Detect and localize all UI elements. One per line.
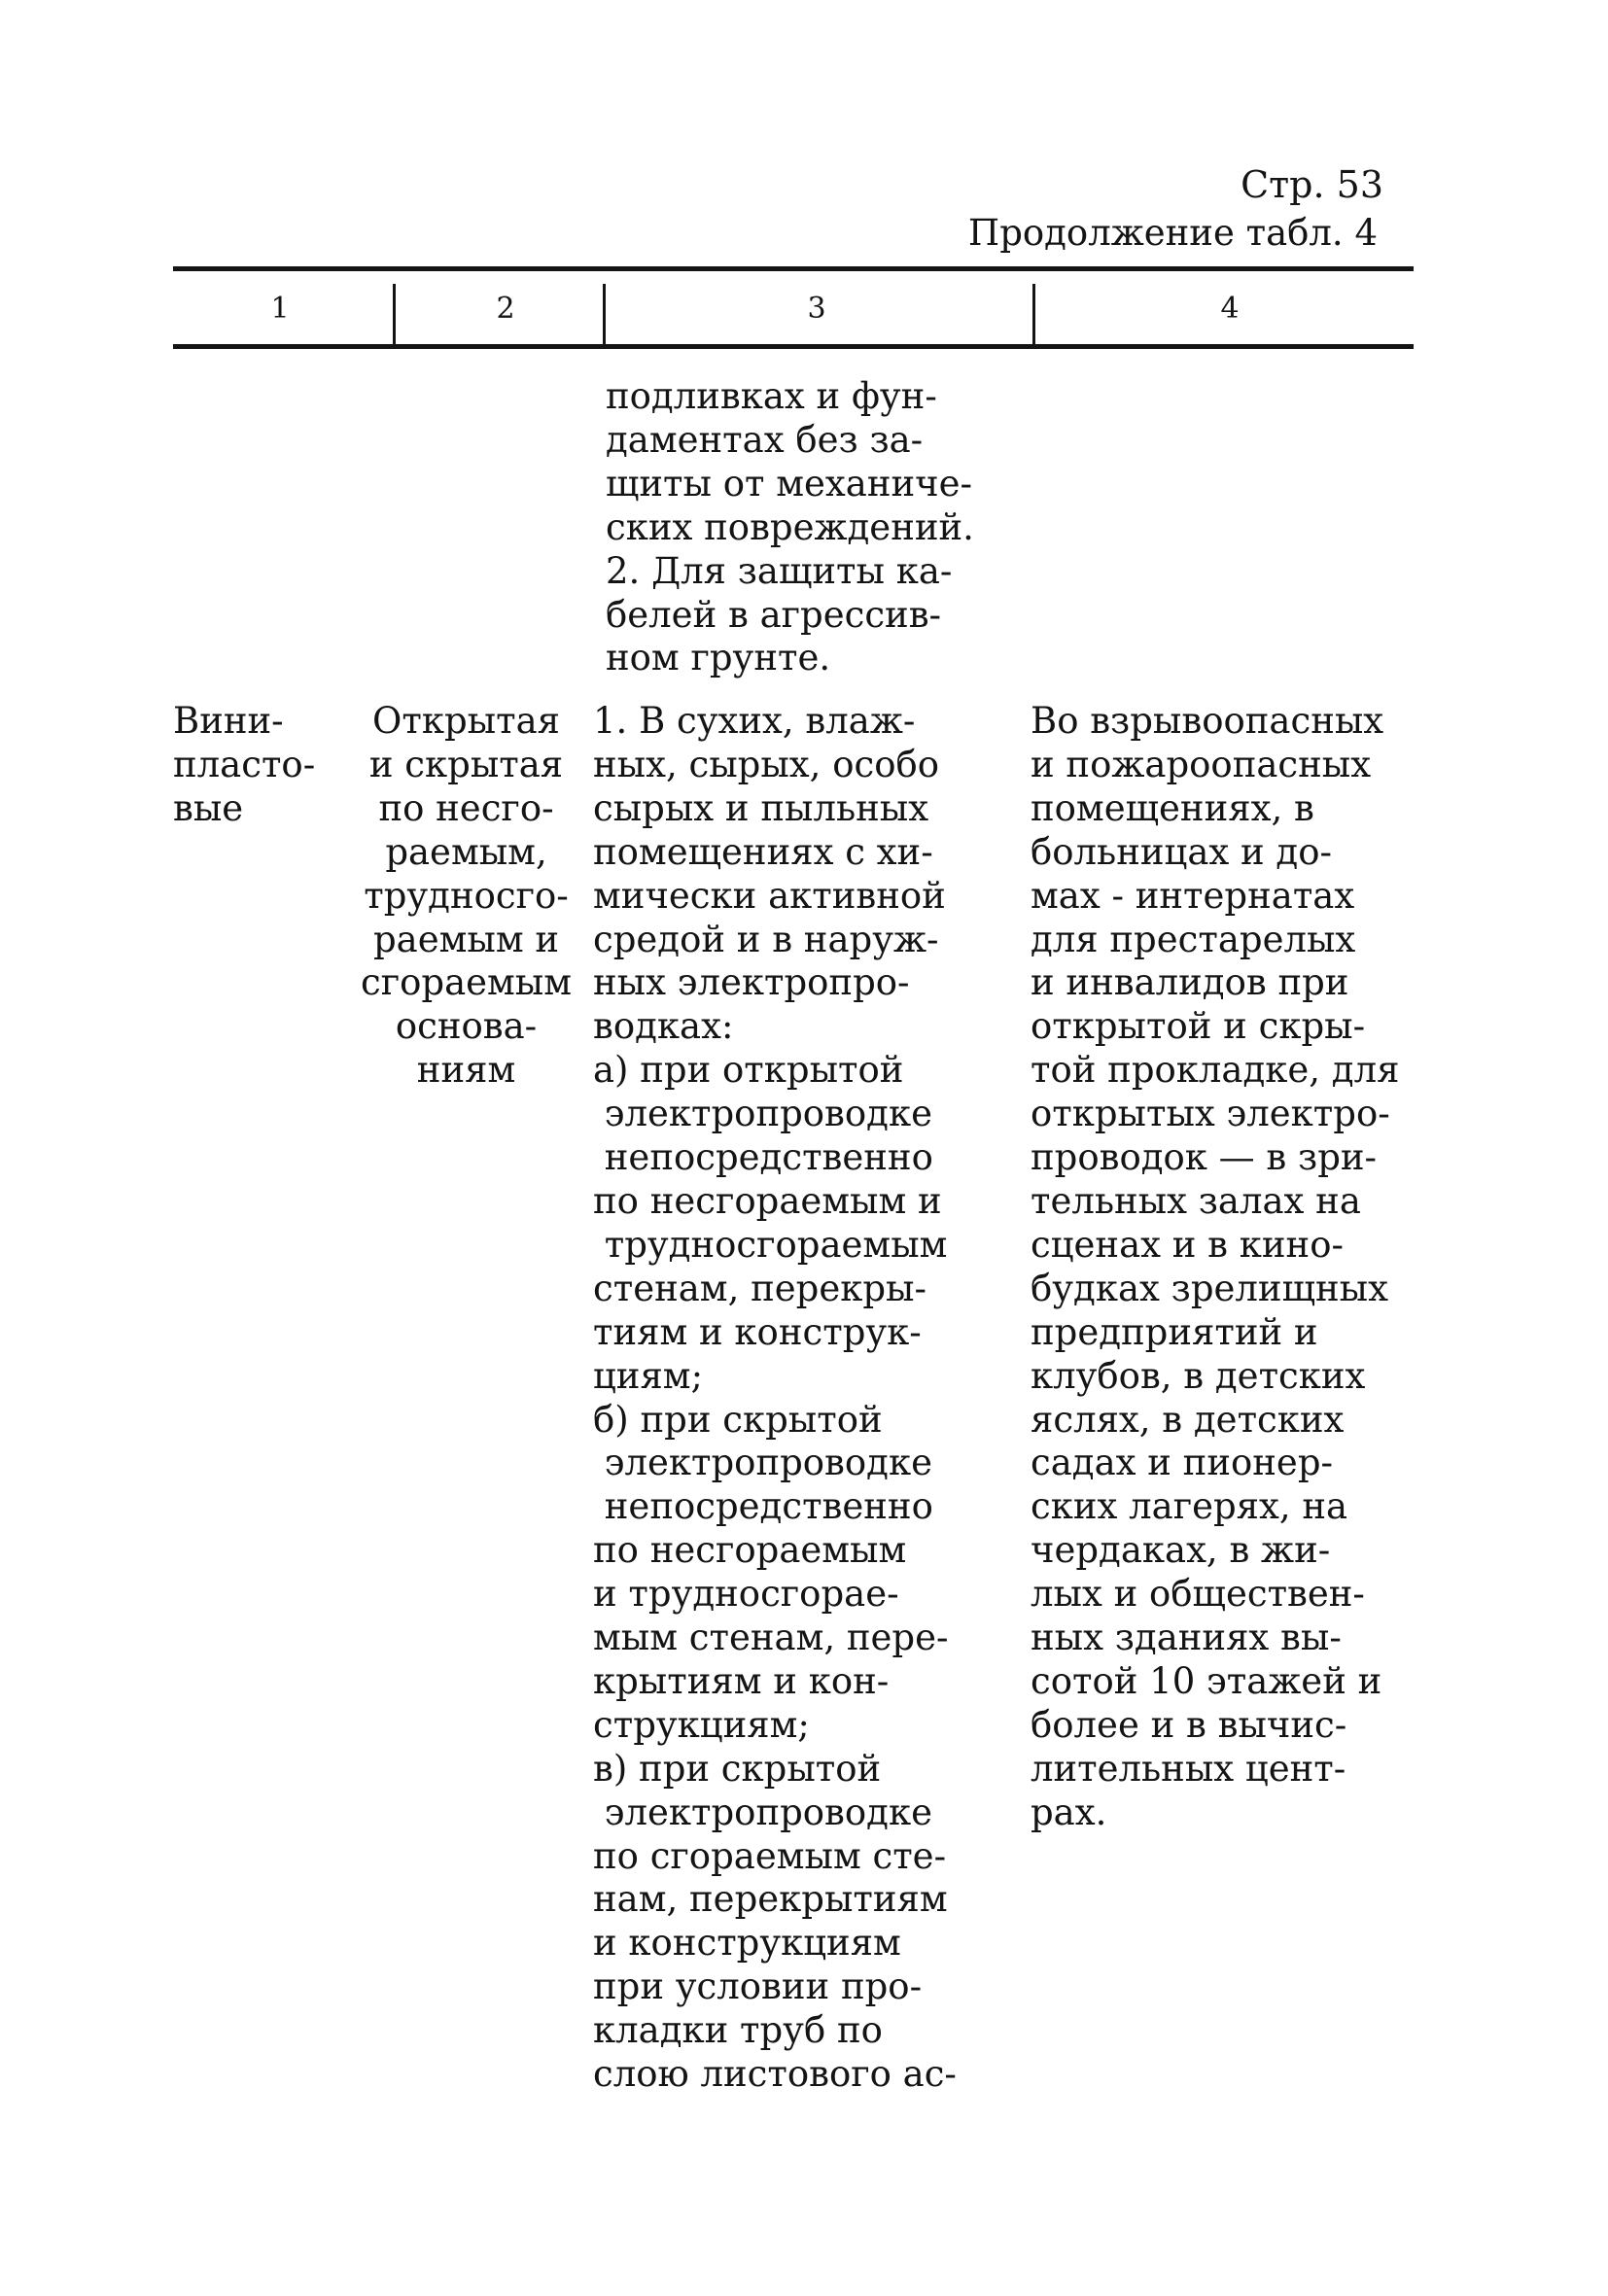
column-number-3: 3	[807, 292, 826, 326]
continued-cell-col3: подливках и фун- даментах без за- щиты от механиче- ских повреждений. 2. Для защиты ка- белей в агрессив- ном грунте.	[606, 375, 974, 679]
column-separator	[393, 284, 396, 344]
row-restrictions-cell: Во взрывоопасных и пожароопасных помещениях, в больницах и до- мах - интернатах для престарелых и инвалидов при открытой и скры- той прокладке, для открытых электро- проводок — в зри- тельных залах на сценах и в кино- будках зрелищных предприятий и клубов, в детских яслях, в детских садах и пионер- ских лагерях, на чердаках, в жи- лых и обществен- ных зданиях вы- сотой 10 этажей и более и в вычис- лительных цент- рах.	[1031, 700, 1400, 1833]
page-number: Стр. 53	[1241, 163, 1383, 206]
row-application-cell: 1. В сухих, влаж- ных, сырых, особо сырых и пыльных помещениях с хи- мически активной средой и в наруж- ных электропро- водках: а) при открытой электропроводке непосредственно по несгораемым и трудносгораемым стенам, перекры- тиям и конструк- циям; б) при скрытой электропроводке непосредственно по несгораемым и трудносгорае- мым стенам, пере- крытиям и кон- струкциям; в) при скрытой электропроводке по сгораемым сте- нам, перекрытиям и конструкциям при условии про- кладки труб по слою листового ас-	[593, 700, 957, 2096]
table-header-rule	[173, 344, 1414, 349]
row-wiring-type-cell: Открытая и скрытая по несго- раемым, трудносго- раемым и сгораемым основа- ниям	[361, 700, 573, 1092]
row-material-cell: Вини- пласто- вые	[173, 700, 316, 829]
column-number-1: 1	[270, 292, 290, 326]
column-separator	[1032, 284, 1035, 344]
column-separator	[603, 284, 606, 344]
column-number-2: 2	[496, 292, 515, 326]
table-continuation-label: Продолжение табл. 4	[967, 212, 1378, 254]
column-number-4: 4	[1220, 292, 1240, 326]
table-top-rule	[173, 266, 1414, 271]
